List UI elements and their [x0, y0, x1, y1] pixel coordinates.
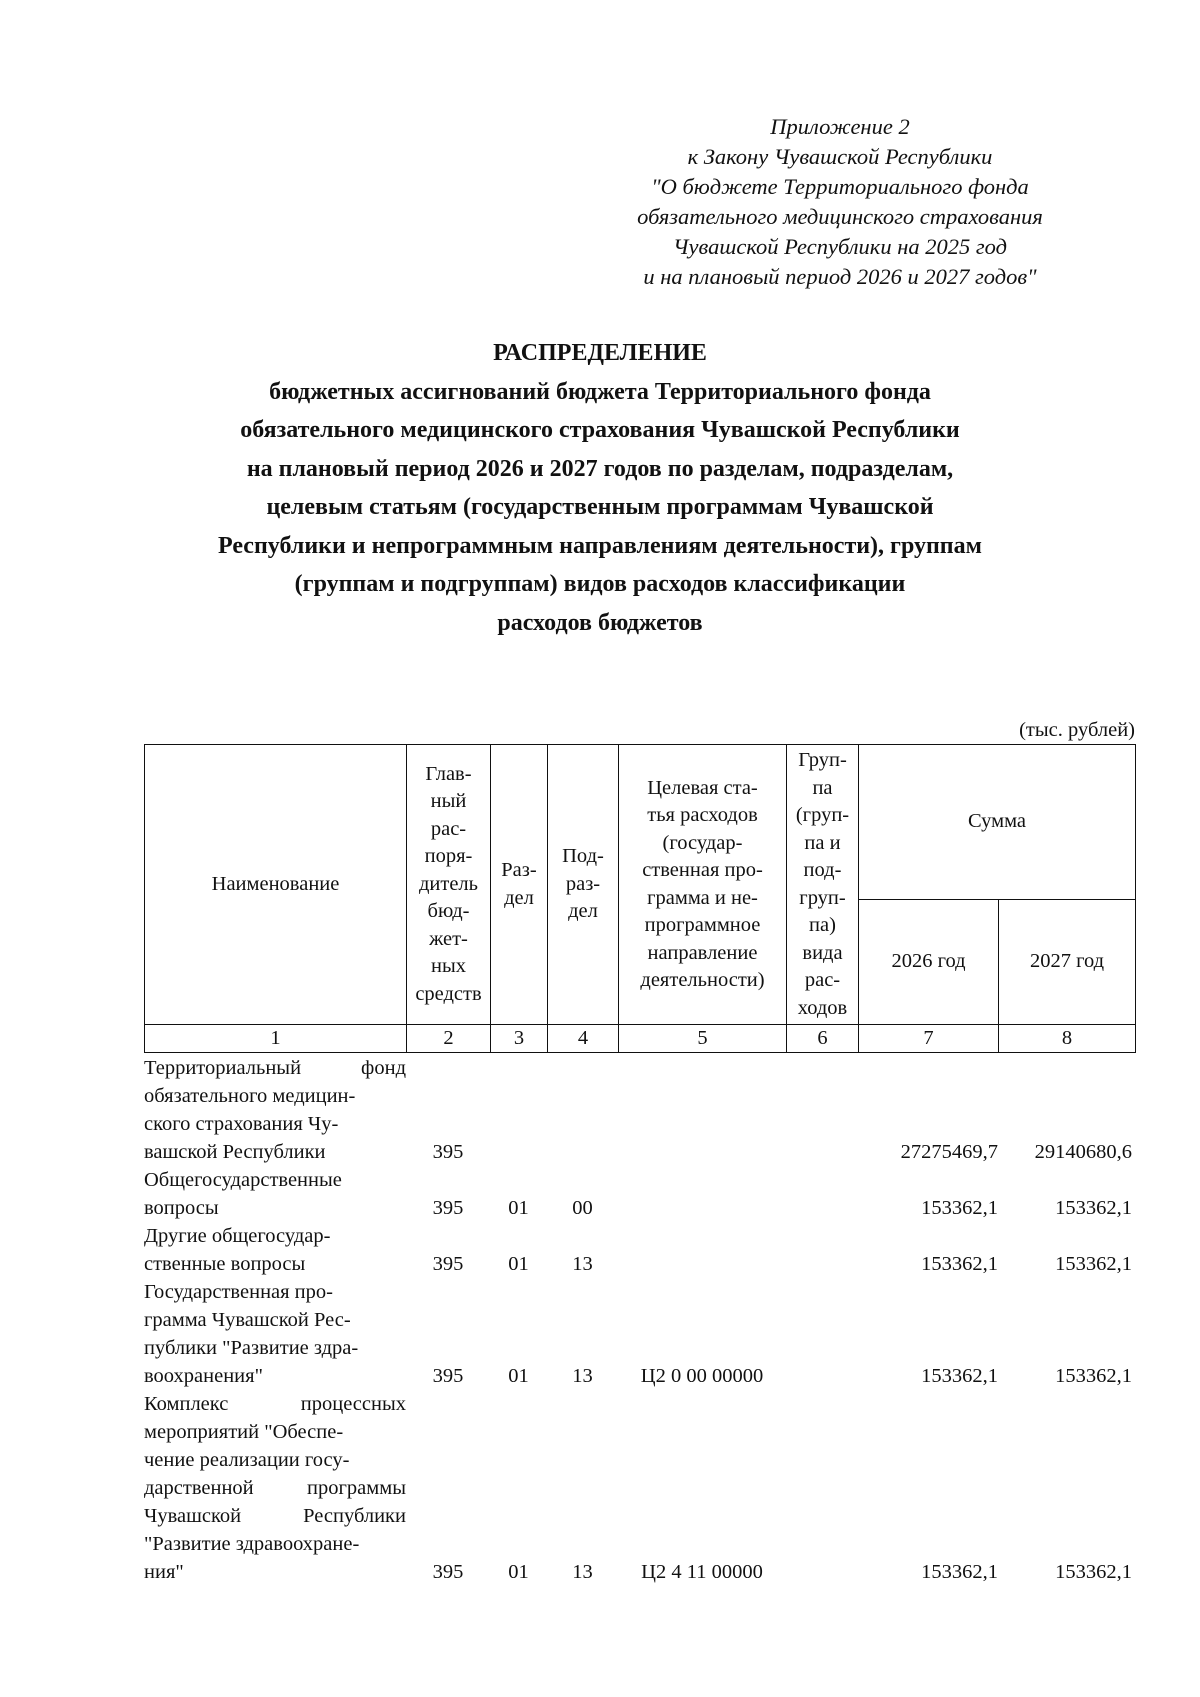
table-row: [144, 1166, 1135, 1222]
row-name: Государственная про- грамма Чувашской Рес- публики "Развитие здра- воохранения": [144, 1281, 359, 1387]
header-razdel: Раз- дел: [491, 745, 548, 1025]
title-line: на плановый период 2026 и 2027 годов по разделам, подразделам,: [246, 455, 954, 482]
appendix-line: и на плановый период 2026 и 2027 годов": [643, 264, 1037, 289]
row-sum-2027: 153362,1: [1055, 1365, 1132, 1387]
row-sum-2026: 153362,1: [921, 1253, 998, 1275]
appendix-line: Приложение 2: [770, 114, 910, 139]
column-number: 6: [787, 1025, 859, 1053]
appendix-line: к Закону Чувашской Республики: [687, 144, 993, 169]
column-number: 8: [999, 1025, 1136, 1053]
row-celevaya: Ц2 4 11 00000: [641, 1561, 763, 1583]
header-celevaya: Целевая ста- тья расходов (государ- ственная про- грамма и не- программное направление деятельности): [619, 745, 787, 1025]
title-line: бюджетных ассигнований бюджета Территориального фонда: [269, 378, 931, 405]
column-number: 2: [407, 1025, 491, 1053]
table-body: [144, 1054, 1135, 1586]
title-line: РАСПРЕДЕЛЕНИЕ: [493, 340, 707, 366]
row-podrazdel: 13: [572, 1365, 593, 1387]
row-sum-2026: 153362,1: [921, 1365, 998, 1387]
row-sum-2026: 27275469,7: [900, 1141, 998, 1163]
header-summa: Сумма: [859, 745, 1136, 900]
row-podrazdel: 00: [572, 1197, 593, 1219]
table-header: [144, 744, 1136, 1053]
row-name: Комплекс процессных мероприятий "Обеспе- чение реализации госу- дарственной программы Чувашской Республики "Развитие здравоохране- ния": [144, 1393, 406, 1583]
row-celevaya: Ц2 0 00 00000: [640, 1365, 764, 1387]
header-2027: 2027 год: [999, 900, 1136, 1025]
row-name: Общегосударственные вопросы: [144, 1169, 342, 1219]
title-line: обязательного медицинского страхования Чувашской Республики: [240, 417, 960, 443]
header-vid: Груп- па (груп- па и под- груп- па) вида рас- ходов: [787, 745, 859, 1025]
column-number: 5: [619, 1025, 787, 1053]
row-glavny: 395: [432, 1365, 464, 1387]
appendix-line: "О бюджете Территориального фонда: [651, 174, 1029, 199]
row-sum-2027: 153362,1: [1055, 1197, 1132, 1219]
title-line: расходов бюджетов: [497, 609, 703, 636]
header-podrazdel: Под- раз- дел: [548, 745, 619, 1025]
row-glavny: 395: [432, 1141, 464, 1163]
row-sum-2027: 153362,1: [1055, 1253, 1132, 1275]
title-line: целевым статьям (государственным программам Чувашской: [266, 494, 934, 520]
table-row: [144, 1390, 1135, 1586]
row-sum-2027: 29140680,6: [1034, 1141, 1132, 1163]
row-podrazdel: 13: [572, 1253, 593, 1275]
column-number: 7: [859, 1025, 999, 1053]
row-razdel: 01: [508, 1561, 529, 1583]
title-line: (группам и подгруппам) видов расходов классификации: [294, 571, 906, 597]
row-sum-2026: 153362,1: [921, 1197, 998, 1219]
row-razdel: 01: [508, 1365, 529, 1387]
row-name: Другие общегосудар- ственные вопросы: [144, 1225, 331, 1275]
row-glavny: 395: [432, 1197, 464, 1219]
header-glavny: Глав- ный рас- поря- дитель бюд- жет- ных средств: [407, 745, 491, 1025]
row-razdel: 01: [508, 1197, 529, 1219]
row-name: Территориальный фонд обязательного медицин- ского страхования Чу- вашской Республики: [144, 1057, 406, 1163]
table-row: [144, 1222, 1135, 1278]
row-sum-2026: 153362,1: [921, 1561, 998, 1583]
row-razdel: 01: [508, 1253, 529, 1275]
row-glavny: 395: [432, 1253, 464, 1275]
column-number: 4: [548, 1025, 619, 1053]
column-number: 1: [145, 1025, 407, 1053]
appendix-line: Чувашской Республики на 2025 год: [673, 234, 1007, 259]
header-2026: 2026 год: [859, 900, 999, 1025]
row-sum-2027: 153362,1: [1055, 1561, 1132, 1583]
appendix-note: [560, 112, 1120, 292]
column-number: 3: [491, 1025, 548, 1053]
header-name: Наименование: [145, 745, 407, 1025]
units-label: (тыс. рублей): [1019, 719, 1135, 741]
row-podrazdel: 13: [572, 1561, 593, 1583]
appendix-line: обязательного медицинского страхования: [637, 204, 1043, 229]
row-glavny: 395: [432, 1561, 464, 1583]
document-title: [60, 334, 1140, 642]
title-line: Республики и непрограммным направлениям деятельности), группам: [218, 532, 982, 559]
table-row: [144, 1054, 1135, 1166]
table-row: [144, 1278, 1135, 1390]
